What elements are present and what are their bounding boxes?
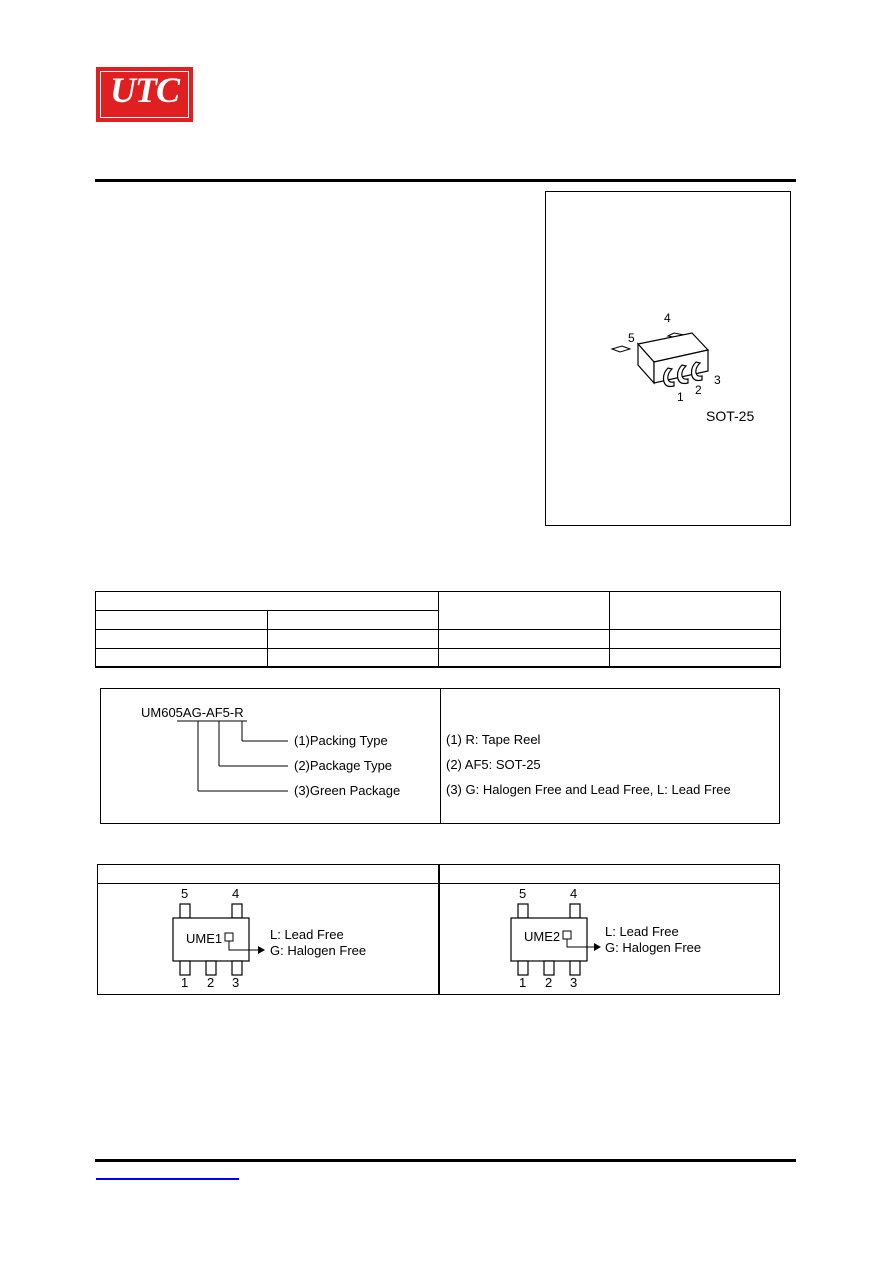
marking-diagram-ume1: [98, 865, 438, 995]
ume2-pin-2: 2: [545, 975, 553, 990]
table-row: [96, 649, 781, 668]
ume2-pin-3: 3: [570, 975, 578, 990]
field-desc-packing-type: (1) R: Tape Reel: [446, 732, 541, 747]
ume2-note-halogen-free: G: Halogen Free: [605, 940, 702, 955]
field-label-package-type: (2)Package Type: [294, 758, 393, 773]
pin-label-3: 3: [714, 373, 721, 387]
ume1-note-lead-free: L: Lead Free: [270, 927, 344, 942]
utc-logo: [96, 67, 193, 122]
header-rule: [95, 179, 796, 182]
ume1-pin-3: 3: [232, 975, 240, 990]
table-header-halogen-free: [267, 611, 439, 630]
ume2-code: UME2: [524, 929, 561, 944]
table-header-packing: [610, 592, 781, 630]
logo-text: UTC: [110, 70, 179, 110]
part-numbering-divider: [440, 689, 441, 823]
ume2-pin-5: 5: [519, 886, 527, 901]
table-header-package: [439, 592, 610, 630]
pin-label-1: 1: [677, 390, 684, 404]
ume1-pin-4: 4: [232, 886, 240, 901]
ume1-pin-2: 2: [207, 975, 215, 990]
table-bottom-rule: [95, 666, 781, 668]
field-label-packing-type: (1)Packing Type: [294, 733, 388, 748]
ordering-info-table: [95, 591, 781, 668]
footer-rule: [95, 1159, 796, 1162]
table-header-lead-free: [96, 611, 268, 630]
marking-box: [97, 864, 780, 995]
ume2-pin-1: 1: [519, 975, 527, 990]
table-header-ordering-number: [96, 592, 439, 611]
field-desc-green-package: (3) G: Halogen Free and Lead Free, L: Lead Free: [446, 782, 731, 797]
sot25-package-drawing: [546, 192, 792, 527]
ume1-code: UME1: [186, 931, 223, 946]
part-number-leader-lines: [101, 689, 440, 823]
ume2-pin-4: 4: [570, 886, 578, 901]
package-image-box: [545, 191, 791, 526]
ume1-pin-1: 1: [181, 975, 189, 990]
footer-website-link[interactable]: [96, 1178, 239, 1180]
part-numbering-box: [100, 688, 780, 824]
ume1-note-halogen-free: G: Halogen Free: [270, 943, 367, 958]
pin-label-2: 2: [695, 383, 702, 397]
field-label-green-package: (3)Green Package: [294, 783, 401, 798]
field-desc-package-type: (2) AF5: SOT-25: [446, 757, 541, 772]
pin-label-4: 4: [664, 311, 671, 325]
table-row: [96, 630, 781, 649]
ume2-note-lead-free: L: Lead Free: [605, 924, 679, 939]
ume1-pin-5: 5: [181, 886, 189, 901]
pin-label-5: 5: [628, 331, 635, 345]
package-name: SOT-25: [706, 408, 755, 424]
part-number: UM605AG-AF5-R: [141, 705, 244, 720]
